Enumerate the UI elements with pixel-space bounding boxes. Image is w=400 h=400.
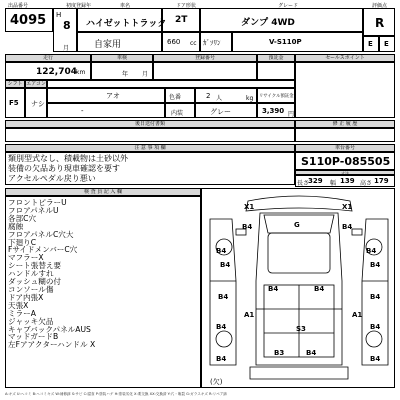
fuel-box [200, 32, 232, 52]
lot-number-box [5, 8, 53, 32]
registration-box [153, 62, 257, 80]
inspection-item: コンソール傷 [8, 284, 54, 294]
color-box [47, 88, 165, 103]
interior-score: E [368, 40, 373, 48]
inspection-item: シート張替え要 [8, 261, 62, 271]
width-value: 139 [340, 177, 355, 185]
inspection-item: 天張X [8, 300, 29, 310]
length-label: 長さ [297, 180, 310, 187]
doors-label: ドア形状 [176, 3, 196, 9]
legend-footer: A:キズ U:ヘコミ B:ヘコミキズ W:補修跡 S:サビ C:腐食 P:塗装ハゲ H:塗装劣化 X:要交換 XX:交換済 Y:穴・亀裂 G:ガラスキズ R:リペア跡 [5, 392, 227, 396]
lot-number-label: 出品番号 [8, 3, 29, 9]
year-era: H [56, 11, 62, 19]
model-code: V-S110P [269, 38, 302, 46]
engine-cc-unit: cc [190, 40, 197, 47]
inspection-item: フロアパネルC穴大 [8, 229, 74, 239]
engine-cc: 660 [167, 38, 181, 46]
grade-box [200, 8, 363, 32]
damage-mark: B4 [370, 261, 381, 269]
inspection-item: ハンドルすれ [8, 269, 54, 279]
inspection-item: ジャッキ欠品 [8, 316, 54, 326]
color-row-top [47, 80, 295, 88]
interior-color: グレー [210, 108, 231, 116]
dims-header: 寸法 [295, 170, 395, 175]
height-label: 高さ [360, 180, 373, 187]
model-box [77, 8, 167, 32]
color-no-label: 色番 [169, 94, 182, 101]
load-unit: kg [246, 95, 254, 102]
inspection-item: ダッシュ糊の付 [8, 277, 62, 287]
grade-label: グレード [278, 3, 299, 9]
year-value: 8 [63, 19, 71, 32]
damage-mark: X1 [342, 203, 353, 211]
missing-label: (欠) [210, 378, 223, 386]
note-line-1: 類別型式なし、積載物は土砂以外 [8, 154, 128, 163]
inspection-item: マッドガードB [8, 332, 59, 342]
inspection-item: マフラーX [8, 253, 44, 263]
inspection-item: 各部C穴 [8, 213, 37, 223]
model-label: 車名 [120, 3, 131, 9]
inspection-list-header: 検 査 員 記 入 欄 [5, 188, 201, 196]
cc-box [162, 32, 200, 52]
inspection-year-unit: 年 [122, 71, 129, 78]
inspection-item: キャブバックパネルAUS [8, 324, 91, 334]
capacity-box [195, 88, 257, 103]
model-code-box [232, 32, 363, 52]
doors-box [162, 8, 200, 32]
inspection-item: 下廻りC [8, 237, 37, 247]
score-box [363, 8, 395, 36]
lot-number: 4095 [10, 13, 47, 28]
interior-score-box [363, 36, 379, 52]
inspection-item: ドア内張X [8, 292, 44, 302]
aircon-box [25, 88, 47, 118]
score-value: R [375, 16, 385, 30]
damage-mark: B4 [218, 293, 229, 301]
mileage-value: 122,704 [36, 67, 77, 77]
damage-mark: B4 [366, 247, 377, 255]
damage-mark: B4 [370, 355, 381, 363]
history-header: 修 正 履 歴 [295, 120, 395, 128]
year-box [53, 8, 77, 52]
inspection-list-box [5, 196, 201, 388]
inspection-item: 左Fアアクターハンドル X [8, 340, 96, 350]
width-label: 幅 [330, 180, 337, 187]
inspection-list [8, 199, 95, 349]
recycle-fee-box [257, 103, 295, 118]
damage-mark: A1 [352, 311, 363, 319]
inspection-header: 車検 [91, 54, 153, 62]
use-type: 自家用 [94, 40, 122, 50]
inspection-item: ミラーA [8, 308, 36, 318]
diagram-marks [202, 189, 396, 389]
inspection-month-unit: 月 [142, 71, 149, 78]
damage-mark: B4 [216, 323, 227, 331]
doors-value: 2T [175, 15, 188, 25]
score-label: 評価点 [372, 3, 388, 9]
damage-mark: A1 [244, 311, 255, 319]
recycle-fee-label: リサイクル預託金 [259, 94, 294, 99]
color-no-box [165, 88, 195, 103]
inspection-item: フロアパネルU [8, 205, 59, 215]
frame-number: S110P-085505 [301, 155, 391, 168]
mileage-unit: km [76, 69, 86, 76]
frame-box [295, 152, 395, 170]
damage-mark: B4 [242, 223, 253, 231]
history-box [295, 128, 395, 142]
accessories-box [5, 128, 295, 142]
damage-mark: G [294, 221, 300, 229]
selling-points-header: セールスポイント [295, 54, 395, 62]
note-line-3: アクセルペダル戻り悪い [8, 174, 96, 183]
notes-box [5, 152, 295, 185]
recycle-fee-label-box [257, 88, 295, 103]
options-dash: - [81, 107, 84, 115]
recycle-header: 預託金 [257, 54, 295, 62]
length-value: 329 [308, 177, 323, 185]
fuel-type: ｶﾞｿﾘﾝ [203, 39, 221, 47]
grade-value: ダンプ 4WD [241, 18, 295, 28]
aircon-value: ナシ [31, 100, 45, 108]
recycle-box [257, 62, 295, 80]
inspection-box [91, 62, 153, 80]
notes-header: 注 意 事 項 欄 [5, 144, 295, 152]
damage-mark: B4 [216, 355, 227, 363]
mileage-header: 走行 [5, 54, 91, 62]
interior-color-box [195, 103, 257, 118]
inspection-item: FサイドメンバーC穴 [8, 245, 78, 255]
recycle-fee-unit: 円 [288, 111, 295, 118]
recycle-fee: 3,390 [262, 107, 285, 115]
aircon-header: エアコン [26, 81, 46, 87]
damage-mark: B4 [306, 349, 317, 357]
damage-mark: B4 [268, 285, 279, 293]
note-line-2: 装備の欠品あり現車確認を要す [8, 164, 120, 173]
shift-box [5, 88, 25, 118]
registration-header: 登録番号 [153, 54, 257, 62]
car-diagram-box [201, 188, 395, 388]
mileage-box [5, 62, 91, 80]
interior-label-box [165, 103, 195, 118]
exterior-score: E [384, 40, 389, 48]
damage-mark: B4 [342, 223, 353, 231]
damage-mark: B4 [216, 247, 227, 255]
first-registration-label: 初度登録年 [66, 3, 92, 9]
frame-header: 車台番号 [295, 144, 395, 152]
selling-points-box [295, 62, 395, 118]
capacity-value: 2 [206, 92, 211, 100]
height-value: 179 [374, 177, 389, 185]
damage-mark: B3 [274, 349, 285, 357]
damage-mark: B4 [220, 261, 231, 269]
model-name: ハイゼットトラック [86, 19, 167, 29]
dims-box [295, 175, 395, 187]
damage-mark: B4 [370, 323, 381, 331]
damage-mark: X1 [244, 203, 255, 211]
inspection-item: 腐蝕 [8, 221, 24, 231]
damage-mark: B4 [370, 293, 381, 301]
interior-label: 内装 [171, 110, 184, 117]
damage-mark: B4 [314, 285, 325, 293]
use-box [77, 32, 162, 52]
color-value: アオ [106, 92, 120, 100]
inspection-item: フロントピラーU [8, 198, 67, 207]
exterior-score-box [379, 36, 395, 52]
accessories-header: 後日送付書類 [5, 120, 295, 128]
shift-header: シフト [5, 80, 25, 88]
month-label: 月 [63, 45, 70, 52]
shift-value: F5 [9, 99, 19, 107]
options-box [47, 103, 165, 118]
damage-mark: S3 [296, 325, 306, 333]
capacity-unit: 人 [216, 95, 223, 102]
